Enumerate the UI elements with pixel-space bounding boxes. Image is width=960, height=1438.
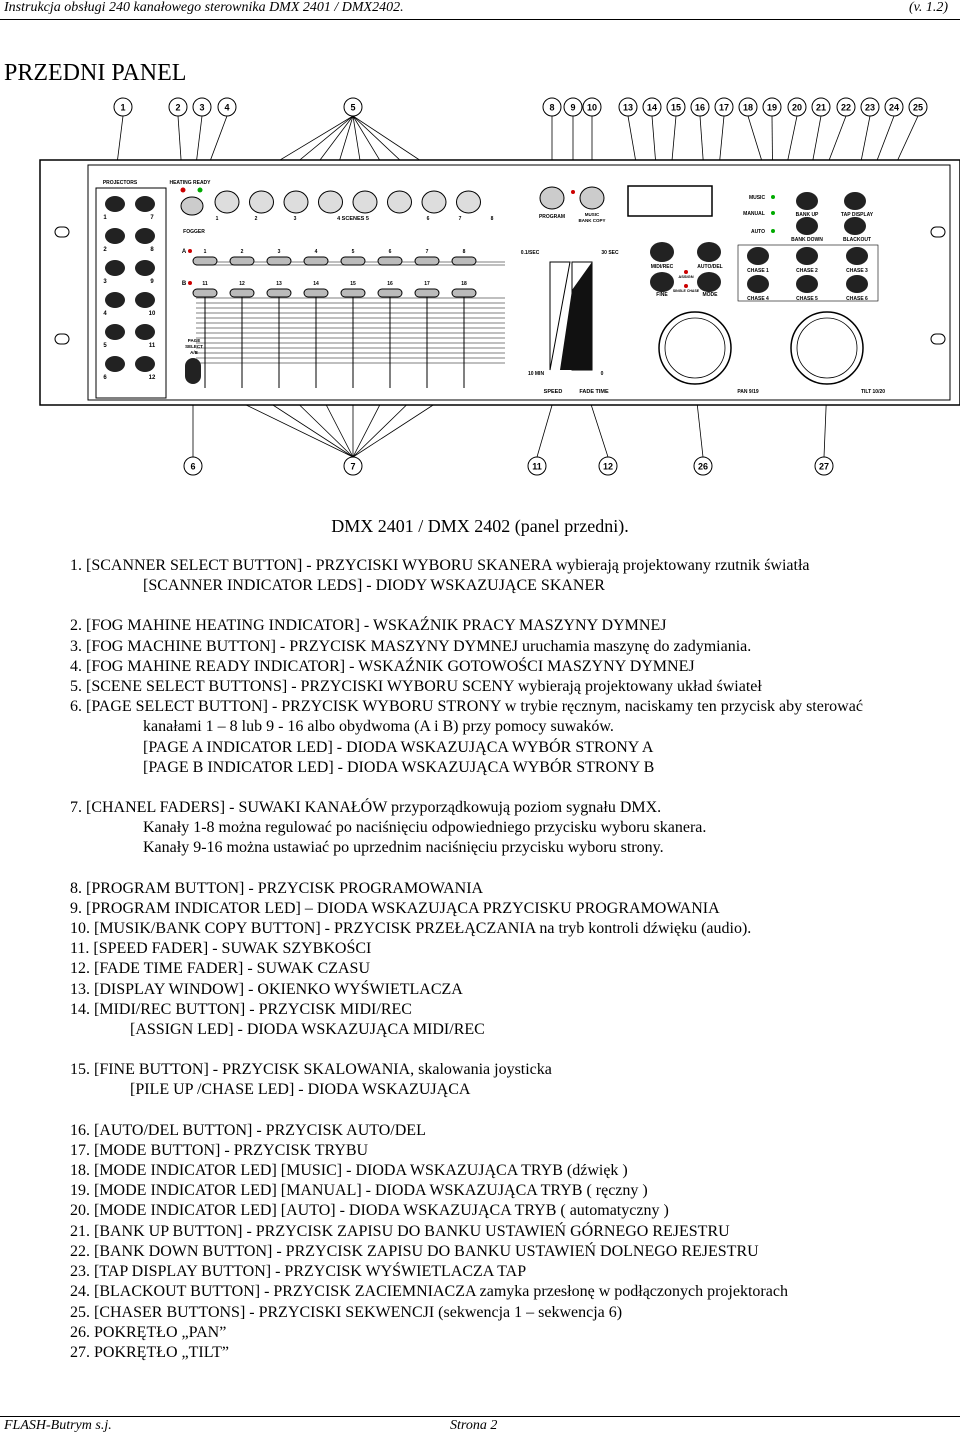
label-auto-mode: AUTO (750, 229, 766, 235)
projector-button (135, 260, 155, 276)
scene-button (215, 191, 239, 213)
label-music-mode: MUSIC (748, 195, 766, 201)
projector-button (105, 260, 125, 276)
list-item: 23. [TAP DISPLAY BUTTON] - PRZYCISK WYŚWIETLACZA TAP (70, 1263, 527, 1281)
list-item: 6. [PAGE SELECT BUTTON] - PRZYCISK WYBORU STRONY w trybie ręcznym, naciskamy ten przycisk aby sterować (70, 698, 863, 716)
list-item: 8. [PROGRAM BUTTON] - PRZYCISK PROGRAMOWANIA (70, 879, 484, 897)
scene-button (457, 191, 481, 213)
label-bank-up: BANK UP (795, 212, 819, 218)
blackout-button (844, 217, 866, 235)
projector-number: 5 (103, 343, 107, 349)
channel-number: 15 (350, 281, 356, 287)
front-panel-diagram (0, 85, 960, 485)
label-fine: FINE (656, 292, 668, 298)
label-speed-max: 30 SEC (601, 250, 619, 256)
callout-number: 24 (888, 102, 900, 113)
callout-number: 20 (791, 102, 803, 113)
scene-button (284, 191, 308, 213)
channel-number: 3 (277, 249, 281, 255)
scene-number: 2 (254, 216, 258, 222)
callout-number: 18 (742, 102, 754, 113)
page-select-button (185, 358, 201, 384)
assign-led (684, 270, 688, 274)
scene-button (250, 191, 274, 213)
callout-number: 4 (224, 102, 230, 113)
label-speed-min: 0.1/SEC (520, 250, 540, 256)
list-item: 16. [AUTO/DEL BUTTON] - PRZYCISK AUTO/DEL (70, 1121, 426, 1139)
auto-del-button (697, 242, 721, 262)
fader-cap-a (230, 257, 254, 265)
label-chase: CHASE 4 (747, 296, 769, 302)
list-spacer (70, 1040, 960, 1060)
chase-button (796, 247, 818, 265)
callout-number: 10 (586, 102, 598, 113)
label-chase: CHASE 3 (846, 268, 868, 274)
label-assign: ASSIGN (678, 274, 694, 279)
mounting-hole (931, 334, 945, 344)
list-item: [PAGE B INDICATOR LED] - DIODA WSKAZUJĄCA WYBÓR STRONY B (143, 758, 655, 776)
list-item: [ASSIGN LED] - DIODA WSKAZUJĄCA MIDI/REC (130, 1021, 485, 1039)
callout-number: 22 (840, 102, 852, 113)
list-item: 26. POKRĘTŁO „PAN” (70, 1323, 227, 1341)
callout-number: 7 (350, 461, 356, 472)
channel-number: 5 (351, 249, 355, 255)
fader-cap-a (415, 257, 439, 265)
tap-display-button (844, 192, 866, 210)
chase-led (684, 284, 688, 288)
fader-cap-a (341, 257, 365, 265)
item-list (70, 556, 960, 1363)
label-heating-ready: HEATING READY (169, 180, 211, 186)
list-item: 22. [BANK DOWN BUTTON] - PRZYCISK ZAPISU DO BANKU USTAWIEŃ DOLNEGO REJESTRU (70, 1242, 759, 1260)
label-page-select: A/B (190, 350, 198, 355)
label-tilt: TILT 10/20 (860, 389, 886, 395)
label-row-b: B (181, 281, 187, 287)
fogger-button (181, 197, 203, 215)
chase-button (747, 247, 769, 265)
projector-number: 11 (148, 343, 156, 349)
scene-number: 1 (215, 216, 219, 222)
projector-number: 6 (103, 375, 107, 381)
page-a-led (188, 249, 192, 253)
projector-button (105, 292, 125, 308)
callout-number: 23 (864, 102, 876, 113)
page-b-led (188, 281, 192, 285)
list-item: 4. [FOG MAHINE READY INDICATOR] - WSKAŹNIK GOTOWOŚCI MASZYNY DYMNEJ (70, 657, 695, 675)
bank-down-button (796, 217, 818, 235)
list-item: 25. [CHASER BUTTONS] - PRZYCISKI SEKWENCJI (sekwencja 1 – sekwencja 6) (70, 1303, 623, 1321)
heating-led (181, 188, 186, 193)
list-item: [SCANNER INDICATOR LEDS] - DIODY WSKAZUJĄCE SKANER (143, 577, 605, 595)
list-item: 15. [FINE BUTTON] - PRZYCISK SKALOWANIA, skalowania joysticka (70, 1061, 552, 1079)
footer-page: Strona 2 (450, 1418, 498, 1433)
channel-number: 7 (425, 249, 429, 255)
chase-button (846, 275, 868, 293)
header-title: Instrukcja obsługi 240 kanałowego sterownika DMX 2401 / DMX2402. (4, 0, 404, 15)
label-midi-rec: MIDI/REC (650, 264, 674, 270)
chase-button (747, 275, 769, 293)
list-item: 17. [MODE BUTTON] - PRZYCISK TRYBU (70, 1141, 369, 1159)
fader-cap-a (267, 257, 291, 265)
callout-number: 16 (694, 102, 706, 113)
callout-number: 5 (350, 102, 356, 113)
auto-led (771, 229, 775, 233)
header-version: (v. 1.2) (909, 0, 948, 15)
list-item: Kanały 1-8 można regulować po naciśnięciu odpowiedniego przycisku wyboru skanera. (143, 819, 707, 837)
channel-number: 13 (276, 281, 282, 287)
label-fogger: FOGGER (183, 229, 205, 235)
fader-cap-a (193, 257, 217, 265)
list-item: kanałami 1 – 8 lub 9 - 16 albo obydwoma (A i B) przy pomocy suwaków. (143, 718, 614, 736)
projector-number: 9 (150, 279, 154, 285)
label-fade-bottom: 0 (600, 371, 604, 377)
mounting-hole (55, 227, 69, 237)
fader-cap-b (304, 289, 328, 297)
scene-button (319, 191, 343, 213)
fader-cap-b (378, 289, 402, 297)
channel-number: 1 (203, 249, 207, 255)
list-item: 24. [BLACKOUT BUTTON] - PRZYCISK ZACIEMNIACZA zamyka przesłonę w podłączonych projektorach (70, 1283, 788, 1301)
fader-cap-b (193, 289, 217, 297)
list-item: 13. [DISPLAY WINDOW] - OKIENKO WYŚWIETLACZA (70, 980, 463, 998)
label-fade-time: FADE TIME (579, 389, 609, 395)
pan-knob (659, 312, 731, 384)
label-manual-mode: MANUAL (743, 211, 765, 217)
list-item: 14. [MIDI/REC BUTTON] - PRZYCISK MIDI/REC (70, 1000, 412, 1018)
channel-number: 11 (202, 281, 208, 287)
list-item: 10. [MUSIK/BANK COPY BUTTON] - PRZYCISK PRZEŁĄCZANIA na tryb kontroli dźwięku (audio). (70, 920, 752, 938)
bank-up-button (796, 192, 818, 210)
list-spacer (70, 1101, 960, 1121)
diagram-caption: DMX 2401 / DMX 2402 (panel przedni). (331, 516, 629, 536)
label-projectors: PROJECTORS (102, 180, 138, 186)
projector-number: 1 (103, 215, 107, 221)
callout-number: 15 (670, 102, 682, 113)
label-program: PROGRAM (538, 214, 566, 220)
list-item: [PAGE A INDICATOR LED] - DIODA WSKAZUJĄCA WYBÓR STRONY A (143, 738, 654, 756)
midi-rec-button (650, 242, 674, 262)
callout-number: 2 (175, 102, 181, 113)
scene-button (388, 191, 412, 213)
list-item: 19. [MODE INDICATOR LED] [MANUAL] - DIODA WSKAZUJĄCA TRYB ( ręczny ) (70, 1182, 648, 1200)
list-item: [PILE UP /CHASE LED] - DIODA WSKAZUJĄCA (130, 1081, 471, 1099)
list-item: 11. [SPEED FADER] - SUWAK SZYBKOŚCI (70, 940, 372, 958)
label-chase: CHASE 1 (747, 268, 769, 274)
list-item: 12. [FADE TIME FADER] - SUWAK CZASU (70, 960, 370, 978)
label-page-select: PAGE (187, 338, 201, 343)
projector-number: 2 (103, 247, 107, 253)
channel-number: 4 (314, 249, 318, 255)
callout-number: 13 (622, 102, 634, 113)
callout-number: 6 (190, 461, 196, 472)
list-item: 18. [MODE INDICATOR LED] [MUSIC] - DIODA WSKAZUJĄCA TRYB (dźwięk ) (70, 1162, 628, 1180)
label-chase: CHASE 2 (796, 268, 818, 274)
callout-number: 9 (570, 102, 576, 113)
mode-button (697, 272, 721, 292)
projector-number: 3 (103, 279, 107, 285)
channel-number: 16 (387, 281, 393, 287)
projector-number: 8 (150, 247, 154, 253)
list-item: 2. [FOG MAHINE HEATING INDICATOR] - WSKAŹNIK PRACY MASZYNY DYMNEJ (70, 617, 667, 635)
projector-button (105, 228, 125, 244)
footer-company: FLASH-Butrym s.j. (4, 1418, 112, 1433)
music-button (580, 187, 604, 209)
label-music-bank-copy: MUSIC (584, 212, 600, 217)
channel-number: 12 (239, 281, 245, 287)
projector-button (135, 324, 155, 340)
list-item: 3. [FOG MACHINE BUTTON] - PRZYCISK MASZYNY DYMNEJ uruchamia maszynę do zadymiania. (70, 637, 752, 655)
projector-number: 4 (103, 311, 107, 317)
projector-number: 7 (150, 215, 154, 221)
ready-led (198, 188, 203, 193)
callout-number: 27 (818, 461, 830, 472)
callout-number: 11 (532, 461, 542, 472)
list-spacer (70, 596, 960, 616)
fader-cap-b (415, 289, 439, 297)
label-row-a: A (181, 249, 187, 255)
callout-number: 1 (120, 102, 126, 113)
program-led (571, 190, 575, 194)
fader-cap-a (452, 257, 476, 265)
label-tap-display: TAP DISPLAY (840, 212, 874, 218)
projector-button (105, 196, 125, 212)
list-item: 1. [SCANNER SELECT BUTTON] - PRZYCISKI WYBORU SKANERA wybierają projektowany rzutnik światła (70, 557, 810, 574)
label-page-select: SELECT (185, 344, 203, 349)
scene-button (422, 191, 446, 213)
label-single-chase: SINGLE CHASE (672, 289, 700, 293)
fader-cap-b (230, 289, 254, 297)
callout-number: 26 (697, 461, 709, 472)
scene-number: 6 (426, 216, 430, 222)
label-bank-down: BANK DOWN (791, 237, 823, 243)
projector-button (135, 356, 155, 372)
label-speed: SPEED (543, 389, 563, 395)
label-scenes: 4 SCENES 5 (337, 216, 369, 222)
callout-number: 17 (718, 102, 730, 113)
manual-led (771, 211, 775, 215)
channel-number: 18 (461, 281, 467, 287)
label-music-bank-copy: BANK COPY (578, 218, 606, 223)
fader-cap-a (378, 257, 402, 265)
mounting-hole (931, 227, 945, 237)
fader-cap-b (452, 289, 476, 297)
list-item: 21. [BANK UP BUTTON] - PRZYCISK ZAPISU DO BANKU USTAWIEŃ GÓRNEGO REJESTRU (70, 1222, 730, 1240)
list-spacer (70, 859, 960, 879)
projector-number: 12 (148, 375, 156, 381)
label-mode: MODE (702, 292, 718, 298)
chase-button (796, 275, 818, 293)
channel-number: 8 (462, 249, 466, 255)
callout-number: 25 (912, 102, 924, 113)
list-item: 20. [MODE INDICATOR LED] [AUTO] - DIODA WSKAZUJĄCA TRYB ( automatyczny ) (70, 1202, 669, 1220)
mounting-hole (55, 334, 69, 344)
list-item: Kanały 9-16 można ustawiać po uprzednim naciśnięciu przycisku wyboru strony. (143, 839, 664, 857)
projector-button (105, 356, 125, 372)
scene-number: 8 (490, 216, 494, 222)
callout-number: 3 (199, 102, 205, 113)
display-window (628, 186, 712, 216)
list-item: 7. [CHANEL FADERS] - SUWAKI KANAŁÓW przyporządkowują poziom sygnału DMX. (70, 799, 662, 817)
chase-button (846, 247, 868, 265)
label-pan: PAN 9/19 (737, 389, 759, 395)
callout-number: 19 (766, 102, 778, 113)
scene-button (353, 191, 377, 213)
fine-button (650, 272, 674, 292)
projector-button (135, 292, 155, 308)
projector-number: 10 (148, 311, 156, 317)
list-item: 27. POKRĘTŁO „TILT” (70, 1343, 229, 1361)
program-button (540, 187, 564, 209)
channel-number: 17 (424, 281, 430, 287)
list-item: 9. [PROGRAM INDICATOR LED] – DIODA WSKAZUJĄCA PRZYCISKU PROGRAMOWANIA (70, 899, 720, 917)
list-spacer (70, 778, 960, 798)
scene-number: 3 (293, 216, 297, 222)
list-item: 5. [SCENE SELECT BUTTONS] - PRZYCISKI WYBORU SCENY wybierają projektowany układ świateł (70, 678, 762, 696)
channel-number: 2 (240, 249, 244, 255)
callout-number: 12 (602, 461, 614, 472)
projector-button (105, 324, 125, 340)
fader-cap-a (304, 257, 328, 265)
channel-number: 6 (388, 249, 392, 255)
header-rule (0, 19, 960, 20)
scene-number: 7 (458, 216, 462, 222)
fader-cap-b (267, 289, 291, 297)
label-auto-del: AUTO/DEL (697, 264, 723, 270)
projector-button (135, 196, 155, 212)
callout-number: 14 (646, 102, 658, 113)
label-chase: CHASE 6 (846, 296, 868, 302)
callout-number: 8 (549, 102, 555, 113)
fader-cap-b (341, 289, 365, 297)
label-blackout: BLACKOUT (842, 237, 872, 243)
music-led (771, 195, 775, 199)
channel-number: 14 (313, 281, 319, 287)
page-title: PRZEDNI PANEL (4, 60, 187, 86)
callout-number: 21 (815, 102, 827, 113)
projector-button (135, 228, 155, 244)
label-chase: CHASE 5 (796, 296, 818, 302)
label-speed-bottom: 10 MIN (527, 371, 545, 377)
footer-rule (0, 1416, 960, 1417)
tilt-knob (791, 312, 863, 384)
